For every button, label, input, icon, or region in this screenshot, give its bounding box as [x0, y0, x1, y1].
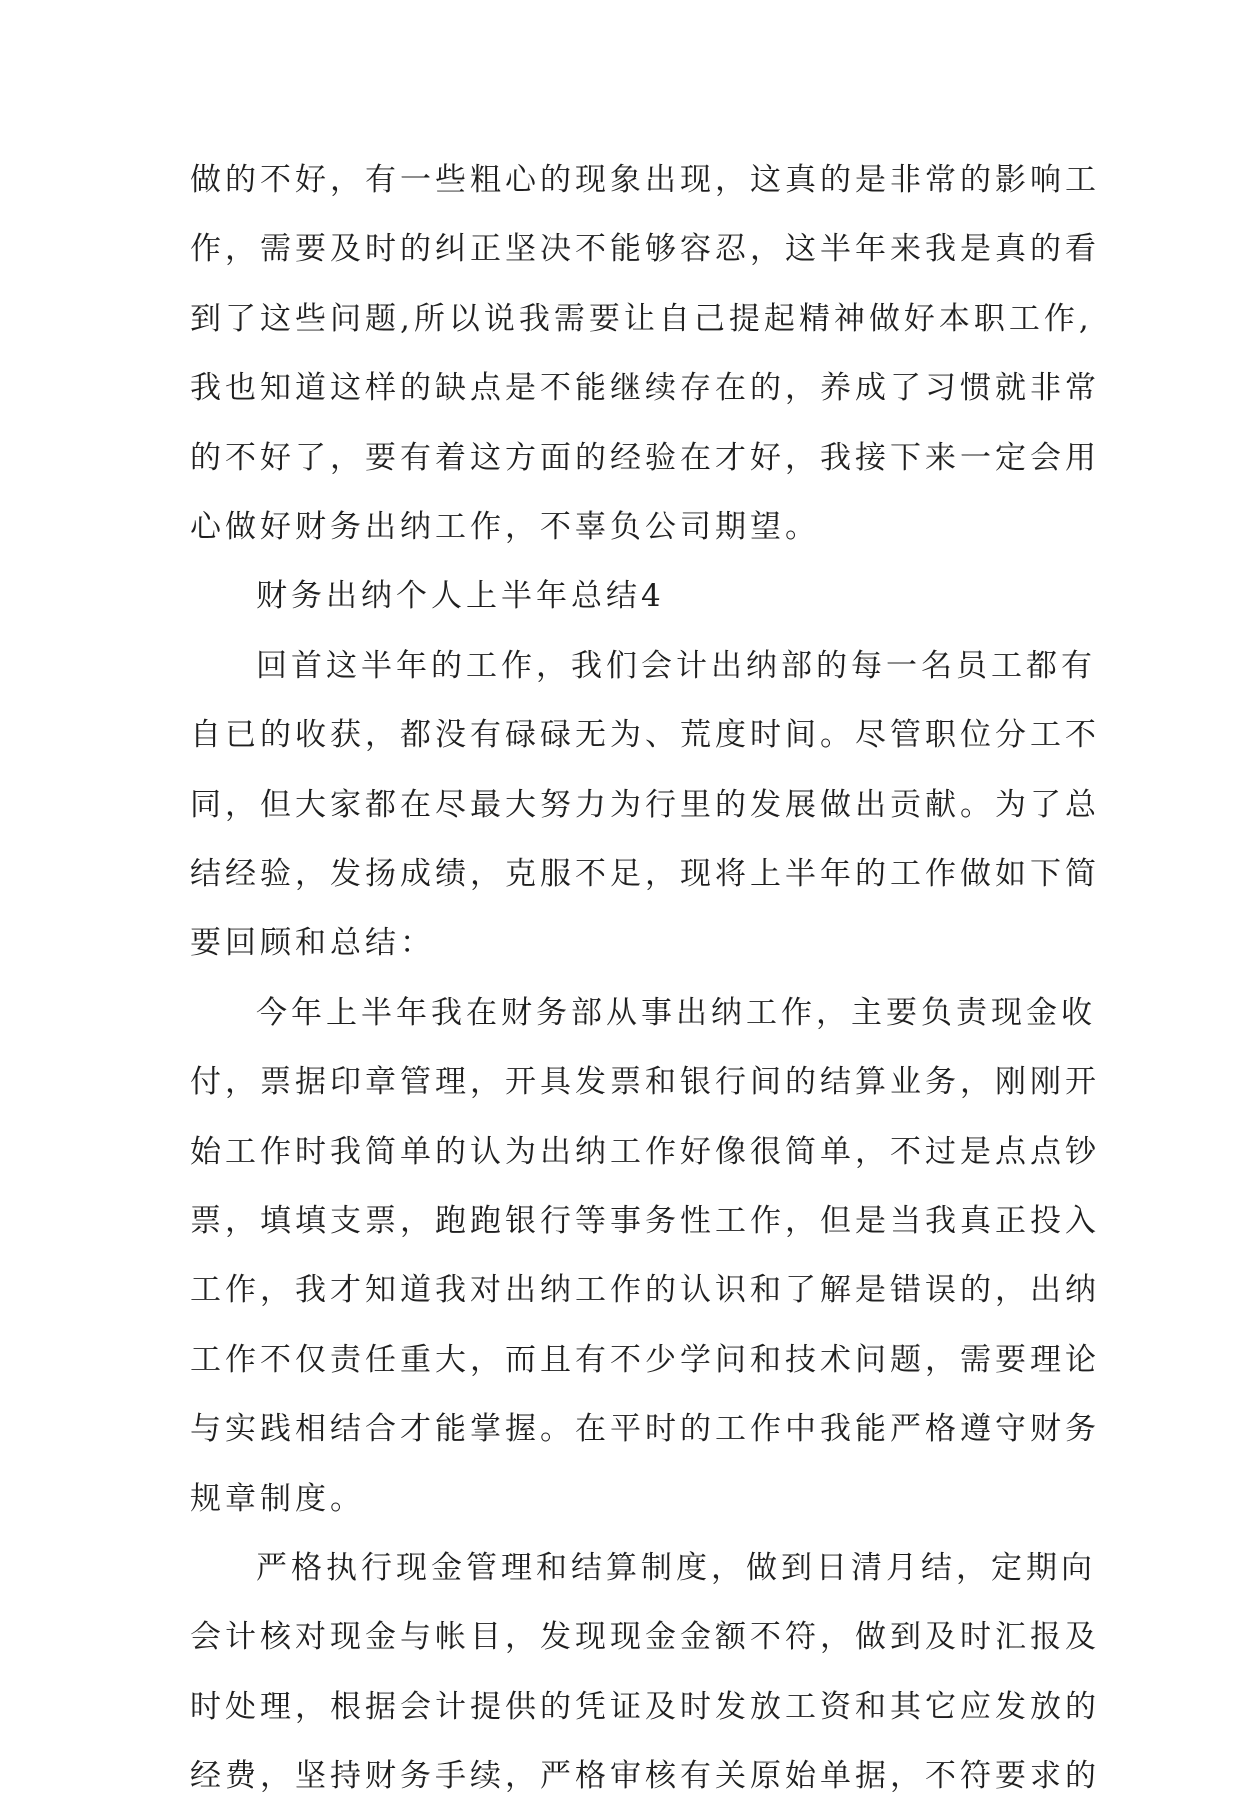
- paragraph-line: 会计核对现金与帐目，发现现金金额不符，做到及时汇报及: [190, 1619, 1100, 1655]
- paragraph-line: 心做好财务出纳工作，不辜负公司期望。: [190, 509, 820, 545]
- paragraph-line: 回首这半年的工作，我们会计出纳部的每一名员工都有: [256, 648, 1096, 684]
- paragraph-line: 工作，我才知道我对出纳工作的认识和了解是错误的，出纳: [190, 1272, 1100, 1308]
- paragraph-line: 与实践相结合才能掌握。在平时的工作中我能严格遵守财务: [190, 1411, 1100, 1447]
- paragraph-line: 时处理，根据会计提供的凭证及时发放工资和其它应发放的: [190, 1689, 1100, 1725]
- paragraph-line: 今年上半年我在财务部从事出纳工作，主要负责现金收: [256, 995, 1096, 1031]
- paragraph-line: 同，但大家都在尽最大努力为行里的发展做出贡献。为了总: [190, 787, 1100, 823]
- paragraph-line: 结经验，发扬成绩，克服不足，现将上半年的工作做如下简: [190, 856, 1100, 892]
- paragraph-line: 工作不仅责任重大，而且有不少学问和技术问题，需要理论: [190, 1342, 1100, 1378]
- paragraph-line: 票，填填支票，跑跑银行等事务性工作，但是当我真正投入: [190, 1203, 1100, 1239]
- paragraph-line: 我也知道这样的缺点是不能继续存在的，养成了习惯就非常: [190, 370, 1100, 406]
- paragraph-line: 作，需要及时的纠正坚决不能够容忍，这半年来我是真的看: [190, 231, 1100, 267]
- paragraph-line: 做的不好，有一些粗心的现象出现，这真的是非常的影响工: [190, 162, 1100, 198]
- paragraph-line: 到了这些问题,所以说我需要让自己提起精神做好本职工作,: [190, 301, 1093, 337]
- paragraph-line: 规章制度。: [190, 1481, 365, 1517]
- paragraph-line: 自已的收获，都没有碌碌无为、荒度时间。尽管职位分工不: [190, 717, 1100, 753]
- paragraph-line: 经费，坚持财务手续，严格审核有关原始单据，不符要求的: [190, 1758, 1100, 1794]
- paragraph-line: 付，票据印章管理，开具发票和银行间的结算业务，刚刚开: [190, 1064, 1100, 1100]
- paragraph-line: 始工作时我简单的认为出纳工作好像很简单，不过是点点钞: [190, 1134, 1100, 1170]
- paragraph-line: 要回顾和总结：: [190, 925, 435, 961]
- paragraph-line: 严格执行现金管理和结算制度，做到日清月结，定期向: [256, 1550, 1096, 1586]
- section-heading: 财务出纳个人上半年总结4: [256, 578, 665, 614]
- paragraph-line: 的不好了，要有着这方面的经验在才好，我接下来一定会用: [190, 440, 1100, 476]
